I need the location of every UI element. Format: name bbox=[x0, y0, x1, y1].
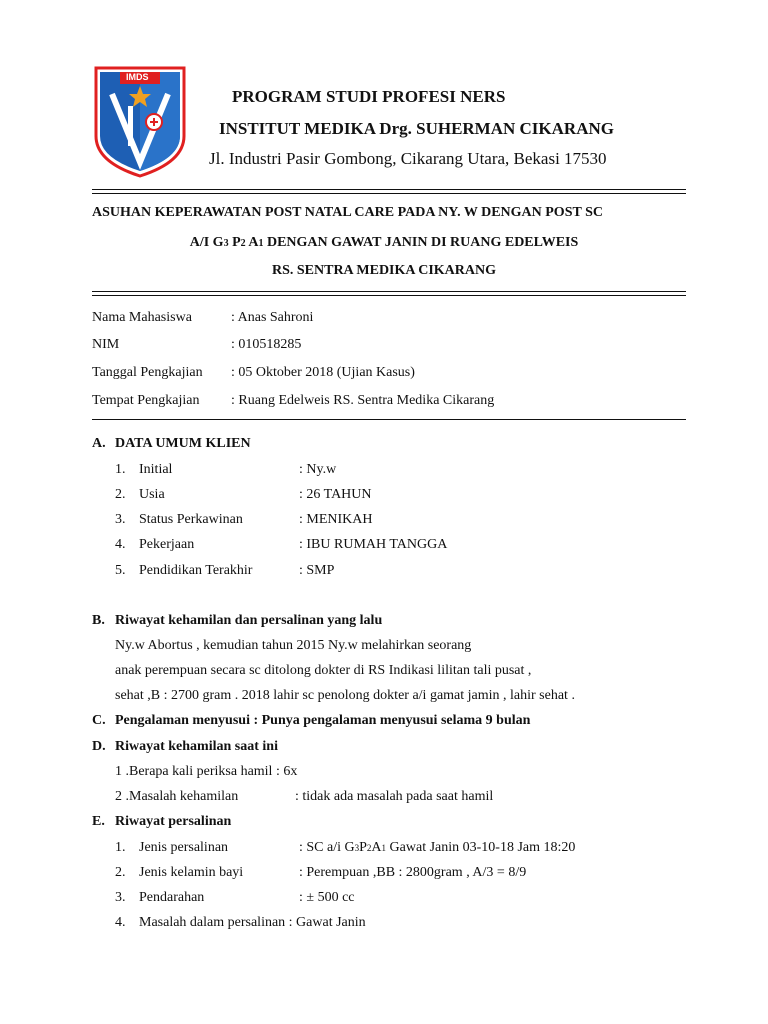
section-a-item-value: : SMP bbox=[299, 563, 335, 578]
section-e-item-label: Masalah dalam persalinan : Gawat Janin bbox=[139, 915, 366, 930]
section-a-item-label: Pekerjaan bbox=[139, 537, 195, 552]
section-a-item-num: 2. bbox=[115, 487, 126, 502]
doc-title-line3: RS. SENTRA MEDIKA CIKARANG bbox=[271, 263, 497, 278]
section-e-item-num: 3. bbox=[115, 890, 126, 905]
section-d-item-value: : tidak ada masalah pada saat hamil bbox=[295, 789, 494, 804]
section-a-item-num: 1. bbox=[115, 462, 126, 477]
assessment-place-label: Tempat Pengkajian bbox=[92, 393, 200, 408]
student-nim-value: : 010518285 bbox=[231, 337, 302, 352]
doc-title-line1: ASUHAN KEPERAWATAN POST NATAL CARE PADA NY. W DENGAN POST SC bbox=[92, 205, 603, 220]
section-a-item-num: 3. bbox=[115, 512, 126, 527]
student-nim-label: NIM bbox=[92, 337, 120, 352]
section-b-line: anak perempuan secara sc ditolong dokter di RS Indikasi lilitan tali pusat , bbox=[115, 663, 532, 678]
assessment-date-value: : 05 Oktober 2018 (Ujian Kasus) bbox=[231, 365, 415, 380]
student-name-value: : Anas Sahroni bbox=[231, 310, 314, 325]
section-a-heading: A. DATA UMUM KLIEN bbox=[92, 436, 251, 451]
section-d-item: 1 .Berapa kali periksa hamil : 6x bbox=[115, 764, 298, 779]
section-a-item-num: 5. bbox=[115, 563, 126, 578]
section-e-item-num: 4. bbox=[115, 915, 126, 930]
section-e-heading: E. Riwayat persalinan bbox=[92, 814, 232, 829]
institute-address: Jl. Industri Pasir Gombong, Cikarang Utara, Bekasi 17530 bbox=[209, 149, 607, 168]
institution-logo bbox=[92, 66, 188, 178]
section-e-item-value: : ± 500 cc bbox=[299, 890, 355, 905]
title-divider-bottom bbox=[92, 295, 686, 296]
assessment-place-value: : Ruang Edelweis RS. Sentra Medika Cikarang bbox=[231, 393, 495, 408]
doc-title-line2: A/I G3 P2 A1 DENGAN GAWAT JANIN DI RUANG EDELWEIS bbox=[189, 235, 579, 250]
section-a-item-label: Status Perkawinan bbox=[139, 512, 243, 527]
section-d-item-label: 2 .Masalah kehamilan bbox=[115, 789, 239, 804]
assessment-date-label: Tanggal Pengkajian bbox=[92, 365, 203, 380]
section-e-item-value: : SC a/i G3P2A1 Gawat Janin 03-10-18 Jam 18:20 bbox=[299, 840, 576, 855]
header-divider-bottom bbox=[92, 193, 686, 194]
section-a-item-num: 4. bbox=[115, 537, 126, 552]
logo-text: IMDS bbox=[126, 72, 149, 82]
header-divider-top bbox=[92, 189, 686, 190]
student-name-label: Nama Mahasiswa bbox=[92, 310, 192, 325]
section-d-heading: D. Riwayat kehamilan saat ini bbox=[92, 739, 278, 754]
section-a-item-label: Usia bbox=[139, 487, 165, 502]
section-a-item-value: : MENIKAH bbox=[299, 512, 373, 527]
section-a-item-value: : IBU RUMAH TANGGA bbox=[299, 537, 448, 552]
section-a-item-value: : Ny.w bbox=[299, 462, 337, 477]
section-b-line: Ny.w Abortus , kemudian tahun 2015 Ny.w melahirkan seorang bbox=[115, 638, 472, 653]
section-e-item-num: 1. bbox=[115, 840, 126, 855]
section-b-line: sehat ,B : 2700 gram . 2018 lahir sc penolong dokter a/i gamat jamin , lahir sehat . bbox=[115, 688, 575, 703]
section-e-item-label: Jenis persalinan bbox=[139, 840, 229, 855]
section-e-item-num: 2. bbox=[115, 865, 126, 880]
institute-name: INSTITUT MEDIKA Drg. SUHERMAN CIKARANG bbox=[219, 119, 614, 138]
program-name: PROGRAM STUDI PROFESI NERS bbox=[232, 87, 506, 106]
section-e-item-value: : Perempuan ,BB : 2800gram , A/3 = 8/9 bbox=[299, 865, 527, 880]
section-b-heading: B. Riwayat kehamilan dan persalinan yang lalu bbox=[92, 613, 383, 628]
info-divider bbox=[92, 419, 686, 420]
section-a-item-label: Pendidikan Terakhir bbox=[139, 563, 253, 578]
title-divider-top bbox=[92, 291, 686, 292]
section-a-item-label: Initial bbox=[139, 462, 173, 477]
section-a-item-value: : 26 TAHUN bbox=[299, 487, 372, 502]
section-c-heading: C. Pengalaman menyusui : Punya pengalaman menyusui selama 9 bulan bbox=[92, 713, 531, 728]
section-e-item-label: Pendarahan bbox=[139, 890, 205, 905]
section-e-item-label: Jenis kelamin bayi bbox=[139, 865, 244, 880]
